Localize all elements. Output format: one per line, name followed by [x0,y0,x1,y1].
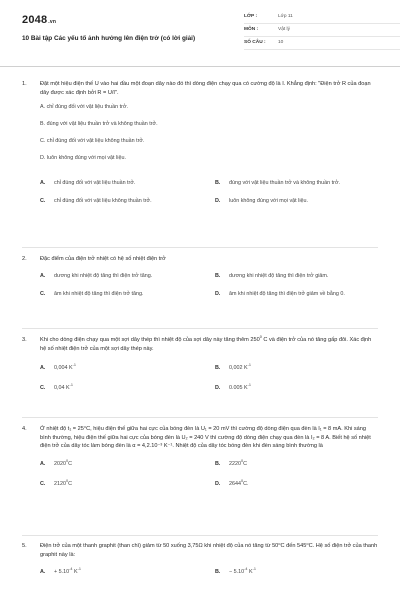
option-letter: D. [215,290,221,297]
option-letter: C. [40,385,46,392]
meta-key: MÔN : [244,26,259,32]
meta-row-class [244,11,400,24]
option-letter: B. [215,569,221,576]
option-letter: A. [40,569,46,576]
unit: C [68,481,73,488]
question-separator [22,535,378,536]
value: 0,004 K [54,365,73,372]
option-letter: B. [215,179,221,186]
unit: K [247,569,253,576]
option-d[interactable] [215,197,378,205]
option-b[interactable] [215,460,378,468]
option-letter: B. [215,272,221,279]
option-d[interactable] [215,290,378,298]
question-text [40,336,378,353]
question-separator [22,417,378,418]
option-d[interactable] [215,480,378,488]
degree-sup: 0 [259,335,262,340]
meta-key: LỚP : [244,13,258,19]
value: 0.005 K [229,385,248,392]
meta-row-count [244,37,400,50]
question-5 [22,542,378,576]
option-text: dương khi nhiệt độ tăng thì điện trở giảm. [229,272,329,279]
option-letter: B. [215,460,221,467]
unit: C [68,460,73,467]
value: + 5.10 [54,569,70,576]
option-text [229,384,378,392]
statement-a: A. chỉ đúng đối với vật liệu thuần trở. [40,104,128,111]
logo-text: 2048 [22,14,48,26]
option-text [54,460,203,468]
exponent: -1 [69,383,73,388]
option-letter: C. [40,481,46,488]
option-b[interactable] [215,173,378,193]
text-part: Khi cho dòng điện chạy qua một sợi dây thép thì nhiệt độ của sợi dây này tăng thêm 250 [40,337,260,343]
exponent: -1 [252,567,257,572]
option-letter: A. [40,365,46,372]
meta-value: Vật lý [278,26,290,32]
option-text: đúng với vật liệu thuần trở và không thuần trở. [229,179,340,186]
option-letter: D. [215,197,221,204]
question-3 [22,336,378,393]
value: 0,04 K [54,385,70,392]
exponent: 0 [66,479,69,484]
answer-options [40,568,378,576]
document-title: 10 Bài tập Các yếu tố ảnh hưởng lên điện trở (có lời giải) [22,35,196,42]
answer-options [40,272,378,298]
option-c[interactable] [40,197,203,205]
value: 2020 [54,460,66,467]
option-b[interactable] [215,568,378,576]
question-4 [22,425,378,488]
option-a[interactable] [40,568,203,576]
option-letter: A. [40,179,46,186]
option-a[interactable] [40,364,203,372]
meta-value: 10 [278,39,284,45]
meta-info [244,11,400,50]
option-letter: C. [40,197,46,204]
option-text: chỉ đúng đối với vật liệu thuần trở. [54,179,136,186]
statement-d: D. luôn không đúng với mọi vật liệu. [40,154,126,161]
option-text: âm khi nhiệt độ tăng thì điện trở giảm về bằng 0. [229,290,345,297]
question-2 [22,255,378,298]
header-divider [0,66,400,67]
option-text [229,480,378,488]
question-text: Ở nhiệt độ t₁ = 25°C, hiệu điện thế giữa hai cực của bóng đèn là U₁ = 20 mV thì cường độ dòng điện qua đèn là I₁ = 8 mA. Khi sáng bình thường, hiệu điện thế giữa hai cực của bóng đèn là U₂ = 240 V thì cường độ dòng điện chạy qua đèn là I₂ = 8 A. Biết hệ số nhiệt điện trở của dây tóc làm bóng đèn là α = 4,2.10⁻³ K⁻¹. Nhiệt độ của dây tóc bóng đèn khi đèn sáng bình thường là [40,426,371,450]
option-text [229,364,378,372]
option-c[interactable] [40,384,203,392]
unit: C. [243,481,249,488]
meta-value: Lớp 11 [278,13,293,19]
option-letter: D. [215,385,221,392]
option-text [229,568,378,576]
question-separator [22,328,378,329]
answer-options [40,173,378,205]
value: 2120 [54,481,66,488]
question-number: 5. [22,543,27,549]
question-number: 4. [22,426,27,432]
option-text: luôn không đúng với mọi vật liệu. [229,197,309,204]
option-a[interactable] [40,460,203,468]
question-number: 3. [22,337,27,343]
document-header [22,0,378,64]
unit: C [243,460,248,467]
option-a[interactable] [40,173,203,193]
exponent: 0 [241,479,244,484]
option-letter: A. [40,272,46,279]
question-1 [22,80,378,205]
option-a[interactable] [40,272,203,280]
exponent: -1 [247,363,251,368]
value: 2220 [229,460,241,467]
meta-key: SỐ CÂU : [244,39,266,45]
value: 2644 [229,481,241,488]
exponent: 0 [66,459,69,464]
exponent: -4 [244,567,248,572]
option-text [54,480,203,488]
option-c[interactable] [40,480,203,488]
answer-options [40,364,378,392]
site-logo[interactable] [22,13,56,29]
option-text: chỉ đúng đối với vật liệu không thuần trở. [54,197,152,204]
exponent: -1 [247,383,251,388]
exponent: 0 [241,459,244,464]
exponent: -4 [69,567,73,572]
option-letter: D. [215,481,221,488]
statement-b: B. đúng với vật liệu thuần trở và không thuần trở. [40,121,158,128]
text-part: C và điện trở của nó tăng gấp đôi. Xác định hệ số nhiệt điện trở của một sợi dây thép này. [40,337,372,352]
meta-row-subject [244,24,400,37]
option-letter: A. [40,460,46,467]
option-d[interactable] [215,384,378,392]
question-text: Đặc điểm của điện trở nhiệt có hệ số nhiệt điện trở [40,256,166,262]
value: − 5.10 [229,569,245,576]
exponent: -1 [77,567,82,572]
exponent: -1 [72,363,76,368]
logo-suffix: .vn [48,19,57,25]
option-text [54,364,203,372]
option-b[interactable] [215,272,378,280]
question-separator [22,247,378,248]
statement-c: C. chỉ đúng đối với vật liệu không thuần trở. [40,137,145,144]
option-text: âm khi nhiệt độ tăng thì điện trở tăng. [54,290,144,297]
option-b[interactable] [215,364,378,372]
question-text: Đặt một hiệu điện thế U vào hai đầu một đoạn dây nào đó thì dòng điện chạy qua có cường độ là I. Khẳng định: "Điện trở R của đoạn dây được xác định bởi R = U/I". [40,81,371,96]
option-letter: B. [215,365,221,372]
answer-options [40,460,378,488]
option-letter: C. [40,290,46,297]
question-number: 1. [22,81,27,87]
option-text: dương khi nhiệt độ tăng thì điện trở tăng. [54,272,153,279]
question-number: 2. [22,256,27,262]
option-text [229,460,378,468]
option-text [54,568,203,576]
option-c[interactable] [40,290,203,298]
unit: K [72,569,78,576]
option-text [54,384,203,392]
question-text: Điện trở của một thanh graphit (than chì) giảm từ 50 xuống 3,75Ω khi nhiệt độ của nó tăng từ 50⁰C đến 545⁰C. Hệ số điện trở của thanh graphit này là: [40,543,378,558]
value: 0,002 K [229,365,248,372]
